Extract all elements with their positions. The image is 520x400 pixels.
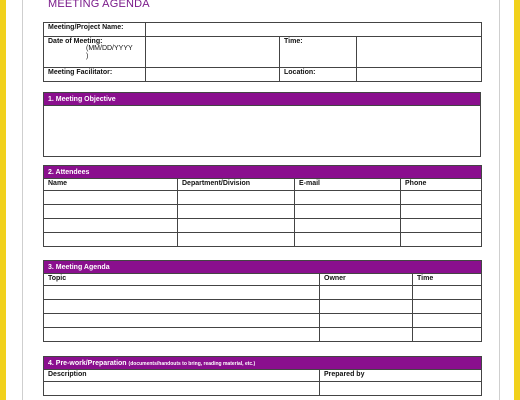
agenda-owner-cell[interactable] xyxy=(320,286,413,300)
attendee-department-cell[interactable] xyxy=(178,191,295,205)
agenda-row xyxy=(44,300,482,314)
agenda-table xyxy=(43,260,482,342)
prework-description-cell[interactable] xyxy=(44,382,320,396)
left-frame-border xyxy=(0,0,6,400)
attendee-email-cell[interactable] xyxy=(295,219,401,233)
attendee-phone-cell[interactable] xyxy=(401,233,482,247)
attendee-department-cell[interactable] xyxy=(178,233,295,247)
attendee-email-cell[interactable] xyxy=(295,191,401,205)
time-label: Time: xyxy=(280,37,357,68)
attendee-name-cell[interactable] xyxy=(44,191,178,205)
attendee-email-cell[interactable] xyxy=(295,233,401,247)
agenda-row xyxy=(44,286,482,300)
agenda-header: 3. Meeting Agenda xyxy=(44,261,482,274)
objective-field[interactable] xyxy=(44,106,481,157)
date-label-cell xyxy=(44,37,146,68)
facilitator-label: Meeting Facilitator: xyxy=(44,68,146,82)
attendee-name-cell[interactable] xyxy=(44,219,178,233)
attendees-col-department: Department/Division xyxy=(178,179,295,191)
attendee-phone-cell[interactable] xyxy=(401,191,482,205)
attendee-phone-cell[interactable] xyxy=(401,219,482,233)
attendee-name-cell[interactable] xyxy=(44,205,178,219)
attendee-row xyxy=(44,205,482,219)
attendees-col-email: E-mail xyxy=(295,179,401,191)
prework-col-description: Description xyxy=(44,370,320,382)
agenda-time-cell[interactable] xyxy=(413,286,482,300)
facilitator-field[interactable] xyxy=(146,68,280,82)
attendees-col-phone: Phone xyxy=(401,179,482,191)
agenda-topic-cell[interactable] xyxy=(44,286,320,300)
agenda-time-cell[interactable] xyxy=(413,300,482,314)
document-title: MEETING AGENDA xyxy=(48,0,150,10)
objective-header: 1. Meeting Objective xyxy=(44,93,481,106)
right-frame-border xyxy=(514,0,520,400)
prework-table xyxy=(43,356,482,396)
prework-prepared-by-cell[interactable] xyxy=(320,382,482,396)
location-label: Location: xyxy=(280,68,357,82)
attendee-email-cell[interactable] xyxy=(295,205,401,219)
objective-table xyxy=(43,92,481,157)
attendee-name-cell[interactable] xyxy=(44,233,178,247)
meeting-info-table xyxy=(43,22,482,82)
agenda-row xyxy=(44,328,482,342)
attendees-table xyxy=(43,165,482,247)
attendee-row xyxy=(44,219,482,233)
agenda-row xyxy=(44,314,482,328)
attendees-col-name: Name xyxy=(44,179,178,191)
agenda-topic-cell[interactable] xyxy=(44,328,320,342)
agenda-col-topic: Topic xyxy=(44,274,320,286)
prework-row xyxy=(44,382,482,396)
attendees-header: 2. Attendees xyxy=(44,166,482,179)
prework-header: 4. Pre-work/Preparation xyxy=(48,359,127,367)
attendee-row xyxy=(44,191,482,205)
attendee-row xyxy=(44,233,482,247)
attendee-department-cell[interactable] xyxy=(178,219,295,233)
prework-col-prepared-by: Prepared by xyxy=(320,370,482,382)
meeting-name-field[interactable] xyxy=(146,23,482,37)
agenda-topic-cell[interactable] xyxy=(44,300,320,314)
prework-subtitle: (documents/handouts to bring, reading material, etc.) xyxy=(128,360,256,367)
agenda-col-owner: Owner xyxy=(320,274,413,286)
time-field[interactable] xyxy=(357,37,482,68)
agenda-topic-cell[interactable] xyxy=(44,314,320,328)
attendee-phone-cell[interactable] xyxy=(401,205,482,219)
agenda-time-cell[interactable] xyxy=(413,314,482,328)
date-label: Date of Meeting: xyxy=(48,38,103,45)
attendee-department-cell[interactable] xyxy=(178,205,295,219)
prework-header-cell xyxy=(44,357,482,370)
agenda-col-time: Time xyxy=(413,274,482,286)
date-format-hint: (MM/DD/YYYY ) xyxy=(86,45,133,60)
agenda-time-cell[interactable] xyxy=(413,328,482,342)
date-field[interactable] xyxy=(146,37,280,68)
agenda-owner-cell[interactable] xyxy=(320,314,413,328)
location-field[interactable] xyxy=(357,68,482,82)
meeting-name-label: Meeting/Project Name: xyxy=(44,23,146,37)
agenda-owner-cell[interactable] xyxy=(320,328,413,342)
agenda-owner-cell[interactable] xyxy=(320,300,413,314)
